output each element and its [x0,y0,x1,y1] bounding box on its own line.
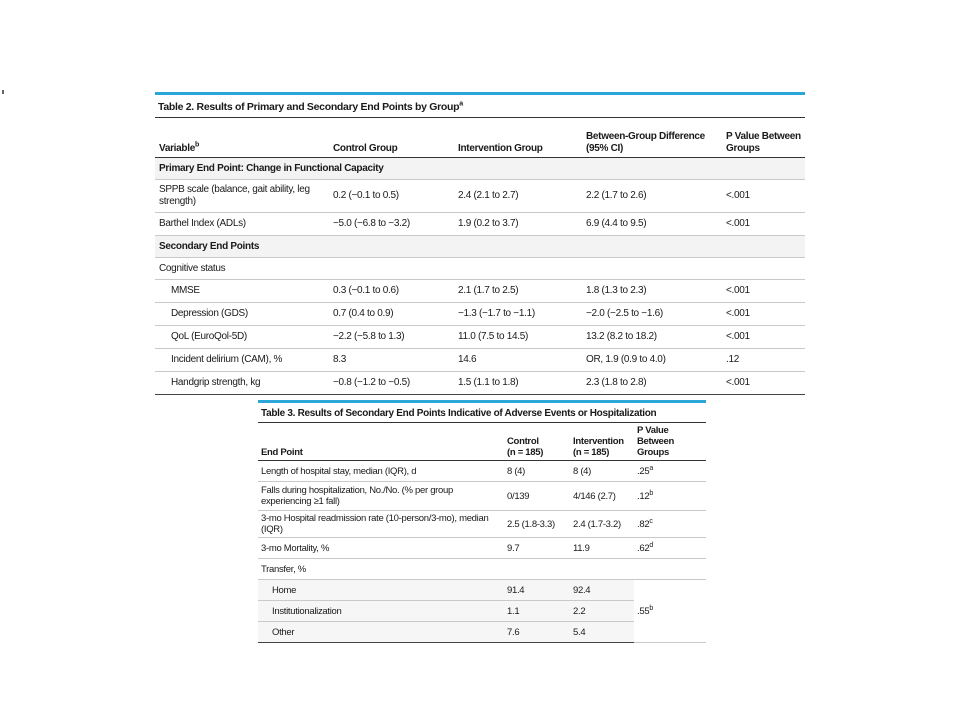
table-2-grid [155,118,805,395]
table-row [258,538,706,559]
cell-pvalue [634,461,706,482]
table-row [258,482,706,511]
cell-control: 7.6 [504,622,570,643]
cell-endpoint: Institutionalization [258,601,504,622]
cell-control: 8 (4) [504,461,570,482]
cell-pvalue: <.001 [722,213,805,236]
pvalue-footnote: d [649,541,653,549]
cell-intervention: 14.6 [454,349,582,372]
cell-control: 91.4 [504,580,570,601]
table-2-caption [155,95,805,118]
cell-variable: MMSE [155,280,329,303]
subsection-title: Cognitive status [155,258,805,280]
cell-intervention: 2.4 (2.1 to 2.7) [454,180,582,213]
table-row [155,213,805,236]
cell-control: 0.7 (0.4 to 0.9) [329,303,454,326]
header-control-line2: (n = 185) [507,447,544,458]
cell-variable: Handgrip strength, kg [155,372,329,395]
cell-control: 0/139 [504,482,570,511]
cell-endpoint: Length of hospital stay, median (IQR), d [258,461,504,482]
table-row [155,180,805,213]
table-2-caption-text: Table 2. Results of Primary and Secondary End Points by Group [158,101,460,113]
header-control-line1: Control [507,436,539,447]
header-intervention-line1: Intervention [573,436,624,447]
header-difference: Between-Group Difference (95% CI) [582,118,722,158]
header-pvalue [634,423,706,461]
cell-difference: 1.8 (1.3 to 2.3) [582,280,722,303]
section-row-secondary [155,236,805,258]
header-pvalue: P Value Between Groups [722,118,805,158]
cell-variable: Depression (GDS) [155,303,329,326]
header-variable-footnote: b [194,141,199,149]
cell-variable: Incident delirium (CAM), % [155,349,329,372]
table-row [155,349,805,372]
table-row [258,580,706,601]
pvalue-text: .25 [637,465,650,477]
header-intervention-line2: (n = 185) [573,447,610,458]
cell-pvalue [634,559,706,580]
header-variable [155,118,329,158]
cell-variable: Barthel Index (ADLs) [155,213,329,236]
pvalue-text: .12 [637,490,650,502]
cell-control [504,559,570,580]
header-variable-text: Variable [159,143,195,154]
table-row [155,372,805,395]
cell-difference: −2.0 (−2.5 to −1.6) [582,303,722,326]
cell-endpoint: 3-mo Mortality, % [258,538,504,559]
table-row [155,326,805,349]
cell-difference: 13.2 (8.2 to 18.2) [582,326,722,349]
cell-variable: QoL (EuroQol-5D) [155,326,329,349]
cell-pvalue: <.001 [722,180,805,213]
pvalue-footnote: a [649,464,653,472]
cell-control: 1.1 [504,601,570,622]
table-3-header-row [258,423,706,461]
cell-control: 0.2 (−0.1 to 0.5) [329,180,454,213]
table-row-transfer [258,559,706,580]
header-pvalue-line1: P Value [637,425,669,436]
pvalue-footnote: b [649,489,653,497]
cell-control: 2.5 (1.8-3.3) [504,511,570,538]
cell-endpoint: Other [258,622,504,643]
cell-intervention: 2.2 [570,601,634,622]
pvalue-text: .55 [637,605,650,617]
cell-control: 8.3 [329,349,454,372]
cell-intervention: 5.4 [570,622,634,643]
cell-pvalue: <.001 [722,326,805,349]
cell-endpoint: Falls during hospitalization, No./No. (% per group experiencing ≥1 fall) [258,482,504,511]
cell-pvalue: <.001 [722,303,805,326]
cell-difference: 6.9 (4.4 to 9.5) [582,213,722,236]
cell-pvalue-transfer [634,580,706,643]
cell-intervention: 1.5 (1.1 to 1.8) [454,372,582,395]
cell-variable: SPPB scale (balance, gait ability, leg strength) [155,180,329,213]
cell-control: 0.3 (−0.1 to 0.6) [329,280,454,303]
header-control [504,423,570,461]
pvalue-footnote: b [649,604,653,612]
pvalue-footnote: c [649,517,653,525]
edge-mark [2,90,4,94]
cell-intervention: 11.9 [570,538,634,559]
cell-intervention: 92.4 [570,580,634,601]
header-intervention [570,423,634,461]
header-control: Control Group [329,118,454,158]
table-2-caption-footnote: a [459,100,463,108]
table-2 [155,92,805,395]
header-intervention: Intervention Group [454,118,582,158]
table-3-caption: Table 3. Results of Secondary End Points Indicative of Adverse Events or Hospitalization [258,403,706,423]
table-row [258,461,706,482]
section-row-primary [155,158,805,180]
cell-intervention: 8 (4) [570,461,634,482]
cell-intervention [570,559,634,580]
table-row [258,511,706,538]
cell-pvalue: <.001 [722,280,805,303]
cell-endpoint: Home [258,580,504,601]
header-endpoint: End Point [258,423,504,461]
table-2-header-row [155,118,805,158]
cell-pvalue: <.001 [722,372,805,395]
cell-intervention: 4/146 (2.7) [570,482,634,511]
cell-intervention: −1.3 (−1.7 to −1.1) [454,303,582,326]
cell-control: 9.7 [504,538,570,559]
cell-pvalue: .12 [722,349,805,372]
table-3 [258,400,706,643]
cell-endpoint: 3-mo Hospital readmission rate (10-person/3-mo), median (IQR) [258,511,504,538]
cell-difference: 2.3 (1.8 to 2.8) [582,372,722,395]
section-title: Primary End Point: Change in Functional Capacity [155,158,805,180]
cell-intervention: 2.4 (1.7-3.2) [570,511,634,538]
pvalue-text: .82 [637,518,650,530]
cell-control: −2.2 (−5.8 to 1.3) [329,326,454,349]
subsection-row-cognitive [155,258,805,280]
table-row [155,303,805,326]
cell-endpoint: Transfer, % [258,559,504,580]
cell-pvalue [634,482,706,511]
header-pvalue-line2: Between Groups [637,436,674,458]
cell-control: −0.8 (−1.2 to −0.5) [329,372,454,395]
cell-difference: OR, 1.9 (0.9 to 4.0) [582,349,722,372]
table-row [155,280,805,303]
cell-intervention: 1.9 (0.2 to 3.7) [454,213,582,236]
cell-control: −5.0 (−6.8 to −3.2) [329,213,454,236]
cell-pvalue [634,538,706,559]
section-title: Secondary End Points [155,236,805,258]
cell-intervention: 2.1 (1.7 to 2.5) [454,280,582,303]
cell-difference: 2.2 (1.7 to 2.6) [582,180,722,213]
table-3-grid [258,423,706,643]
pvalue-text: .62 [637,542,650,554]
cell-intervention: 11.0 (7.5 to 14.5) [454,326,582,349]
cell-pvalue [634,511,706,538]
